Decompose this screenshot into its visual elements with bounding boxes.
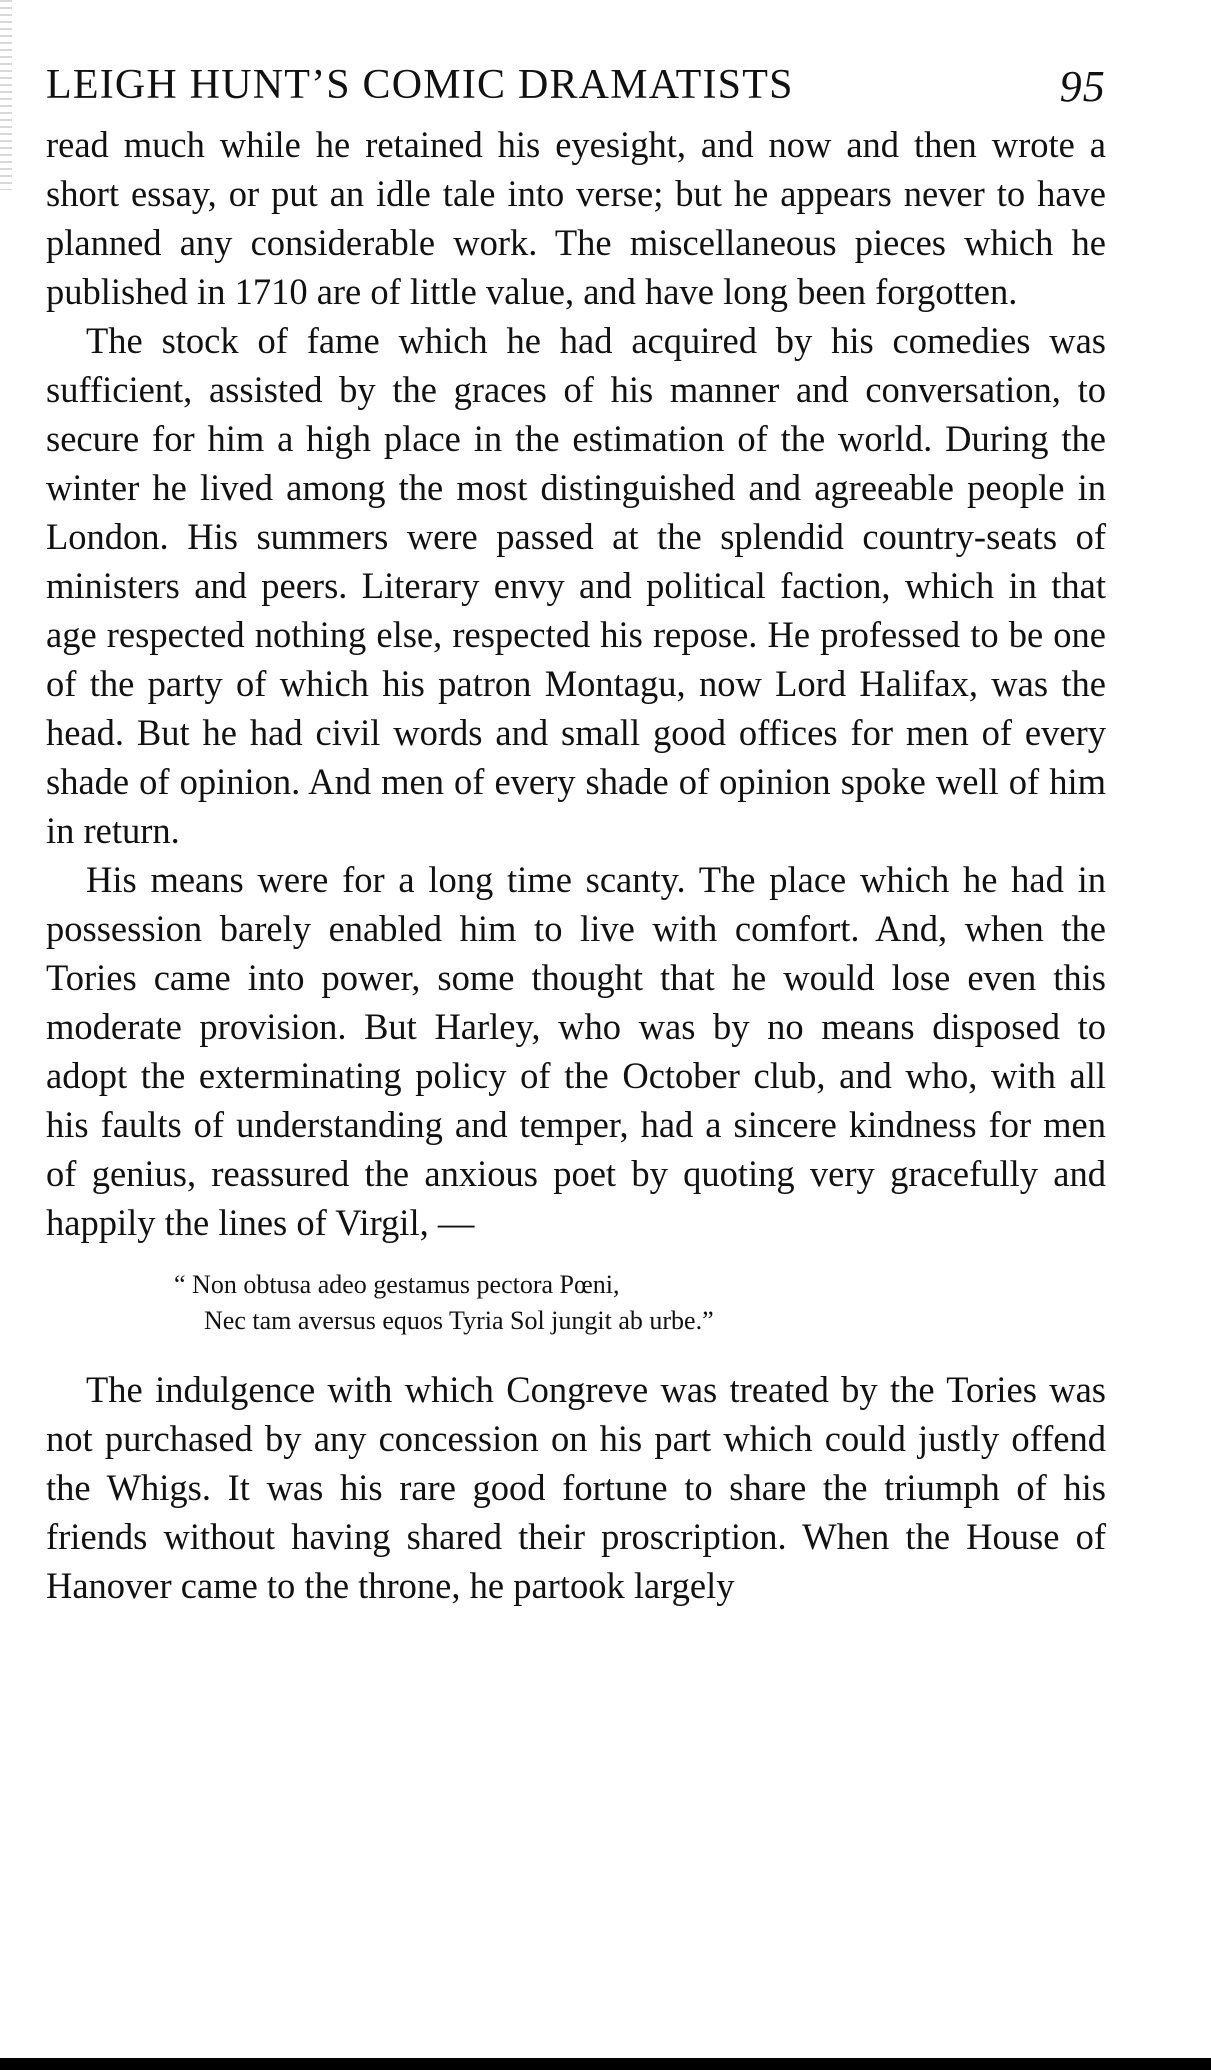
- paragraph-3: His means were for a long time scanty. The place which he had in possession barely enabled him to live with comfort. And, when the Tories came into power, some thought that he would lose even this moderate provision. But Harley, who was by no means disposed to adopt the exterminating policy of the October club, and who, with all his faults of understanding and temper, had a sincere kindness for men of genius, reassured the anxious poet by quoting very gracefully and happily the lines of Virgil, —: [46, 859, 1106, 1243]
- scan-bottom-edge: [0, 2058, 1211, 2070]
- paragraph-4: The indulgence with which Congreve was treated by the Tories was not purchased by any concession on his part which could justly offend the Whigs. It was his rare good fortune to share the triumph of his friends without having shared their proscription. When the House of Hanover came to the throne, he partook largely: [46, 1369, 1106, 1606]
- quotation-line-2: Nec tam aversus equos Tyria Sol jungit ab urbe.”: [204, 1306, 714, 1335]
- scan-edge-speckle: [0, 0, 12, 190]
- paragraph-2: The stock of fame which he had acquired by his comedies was sufficient, assisted by the graces of his manner and conversation, to secure for him a high place in the estimation of the world. During the winter he lived among the most distinguished and agreeable people in London. His summers were passed at the splendid country-seats of ministers and peers. Literary envy and political faction, which in that age respected nothing else, respected his repose. He professed to be one of the party of which his patron Montagu, now Lord Halifax, was the head. But he had civil words and small good offices for men of every shade of opinion. And men of every shade of opinion spoke well of him in return.: [46, 320, 1106, 851]
- paragraph-1: read much while he retained his eyesight, and now and then wrote a short essay, or put an idle tale into verse; but he appears never to have planned any considerable work. The miscellaneous pieces which he published in 1710 are of little value, and have long been forgotten.: [46, 124, 1106, 312]
- book-page: [46, 50, 1106, 1610]
- page-number: 95: [1059, 62, 1106, 111]
- running-head: [46, 50, 1106, 120]
- latin-quotation: [46, 1267, 1106, 1339]
- quotation-line-1: “ Non obtusa adeo gestamus pectora Pœni,: [174, 1270, 620, 1299]
- running-head-title: LEIGH HUNT’S COMIC DRAMATISTS: [46, 62, 794, 108]
